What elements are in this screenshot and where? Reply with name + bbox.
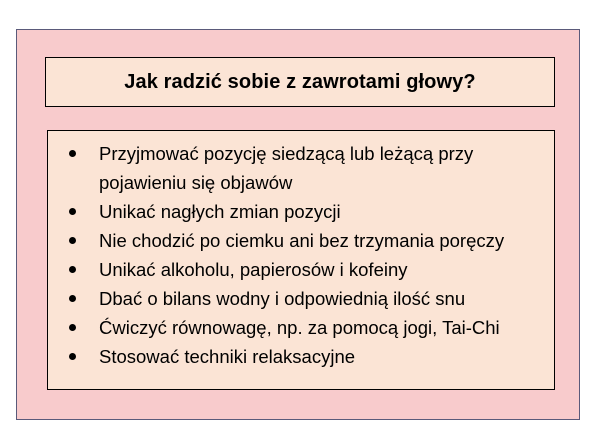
bullet-icon — [69, 237, 76, 244]
bullet-icon — [69, 266, 76, 273]
list-item — [48, 226, 554, 255]
info-panel — [16, 29, 580, 420]
bullet-icon — [69, 353, 76, 360]
list-item — [48, 197, 554, 226]
list-item — [48, 313, 554, 342]
list-item-text: Nie chodzić po ciemku ani bez trzymania poręczy — [99, 230, 505, 251]
list-item-text: Dbać o bilans wodny i odpowiednią ilość snu — [99, 288, 466, 309]
bullet-icon — [69, 324, 76, 331]
panel-title: Jak radzić sobie z zawrotami głowy? — [124, 70, 476, 93]
list-item-text: Unikać alkoholu, papierosów i kofeiny — [99, 259, 408, 280]
list-item — [48, 342, 554, 371]
list-item-text: Stosować techniki relaksacyjne — [99, 346, 356, 367]
list-item-text: Unikać nagłych zmian pozycji — [99, 201, 341, 222]
bullet-icon — [69, 208, 76, 215]
list-item — [48, 139, 554, 197]
bullet-icon — [69, 295, 76, 302]
bullet-icon — [69, 150, 76, 157]
list-item-text: Ćwiczyć równowagę, np. za pomocą jogi, Tai-Chi — [99, 317, 500, 338]
list-item-text: Przyjmować pozycję siedzącą lub leżącą przy pojawieniu się objawów — [99, 143, 474, 193]
list-item — [48, 284, 554, 313]
tips-box — [47, 130, 555, 390]
title-box — [45, 57, 555, 107]
list-item — [48, 255, 554, 284]
tips-list — [48, 139, 554, 371]
